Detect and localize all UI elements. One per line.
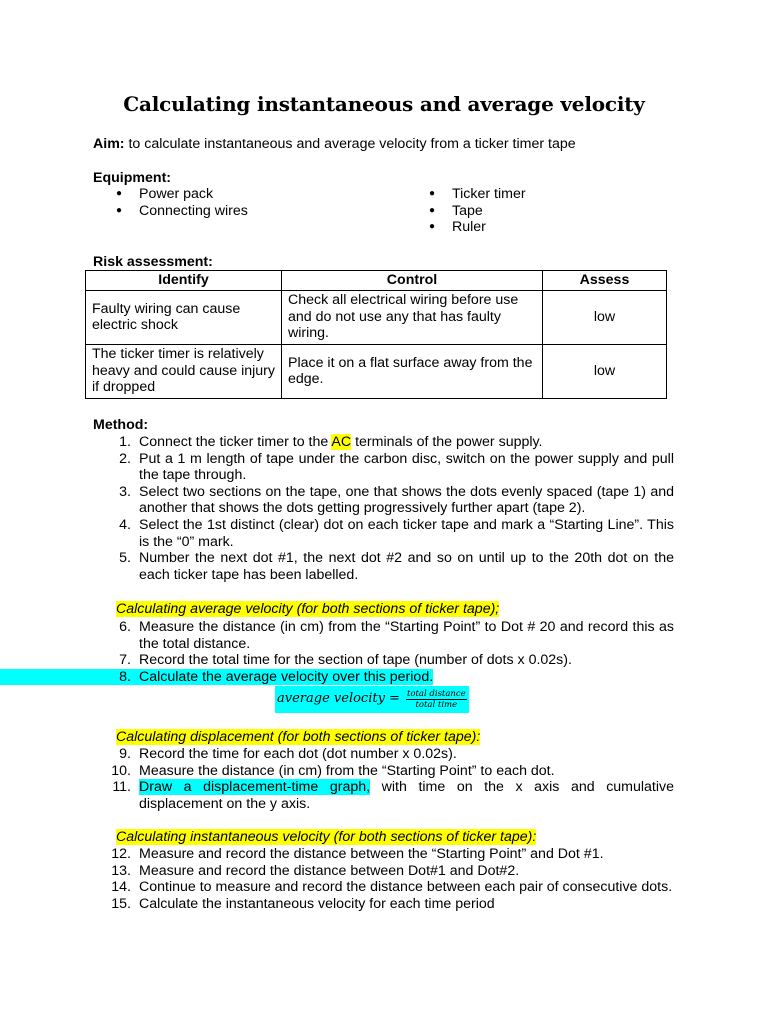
list-item: 5. Number the next dot #1, the next dot #2 and so on until up to the 20th dot on the each ticker tape has been labelled. — [119, 550, 674, 583]
list-item: 7. Record the total time for the section of tape (number of dots x 0.02s). — [119, 652, 572, 669]
list-item: 10. Measure the distance (in cm) from the “Starting Point” to each dot. — [111, 762, 555, 779]
highlight-ac: AC — [331, 434, 352, 450]
method-steps-instantaneous — [0, 846, 674, 912]
average-velocity-formula: average velocity = $\frac{\text{total distance}}{\text{total time}}$ — [275, 686, 469, 713]
list-item: 14. Continue to measure and record the distance between each pair of consecutive dots. — [111, 879, 673, 896]
aim-line — [93, 136, 576, 153]
cell-identify: The ticker timer is relatively heavy and could cause injury if dropped — [86, 344, 282, 398]
list-item: 12. Measure and record the distance between the “Starting Point” and Dot #1. — [111, 846, 604, 862]
method-steps-setup — [0, 434, 674, 583]
header-identify: Identify — [86, 271, 282, 291]
aim-text: to calculate instantaneous and average velocity from a ticker timer tape — [124, 136, 576, 152]
list-item: ● Ticker timer — [429, 186, 526, 203]
list-item: ● Tape — [429, 203, 526, 220]
cell-assess: low — [543, 344, 667, 398]
risk-table — [85, 270, 667, 399]
method-steps-displacement — [0, 746, 674, 812]
list-item: 6. Measure the distance (in cm) from the “Starting Point” to Dot # 20 and record this as the total distance. — [119, 619, 674, 652]
header-assess: Assess — [543, 271, 667, 291]
table-header-row — [86, 271, 667, 291]
list-item: 1. Connect the ticker timer to the AC terminals of the power supply. — [119, 434, 543, 450]
subheading-displacement: Calculating displacement (for both sections of ticker tape): — [116, 729, 481, 745]
table-row — [86, 290, 667, 344]
equipment-list-right — [429, 186, 526, 236]
list-item: 8. Calculate the average velocity over this period. — [0, 669, 674, 686]
method-steps-average — [0, 619, 674, 685]
list-item: 4. Select the 1st distinct (clear) dot on each ticker tape and mark a “Starting Line”. This is the “0” mark. — [119, 516, 674, 550]
equipment-list-left — [116, 186, 248, 219]
list-item: 13. Measure and record the distance between Dot#1 and Dot#2. — [111, 862, 520, 879]
subheading-average-velocity: Calculating average velocity (for both sections of ticker tape); — [116, 601, 500, 617]
cell-control: Check all electrical wiring before use and do not use any that has faulty wiring. — [282, 290, 543, 344]
aim-label: Aim: — [93, 136, 125, 152]
subheading-instantaneous-velocity: Calculating instantaneous velocity (for both sections of ticker tape): — [116, 829, 537, 845]
page-title: Calculating instantaneous and average velocity — [123, 92, 645, 116]
cell-control: Place it on a flat surface away from the edge. — [282, 344, 543, 398]
table-row — [86, 344, 667, 398]
header-control: Control — [282, 271, 543, 291]
risk-assessment-label: Risk assessment: — [93, 254, 213, 270]
cell-identify: Faulty wiring can cause electric shock — [86, 290, 282, 344]
equipment-label: Equipment: — [93, 170, 172, 186]
method-label: Method: — [93, 417, 149, 433]
list-item: ● Power pack — [116, 186, 248, 203]
list-item: ● Connecting wires — [116, 203, 248, 220]
list-item: 3. Select two sections on the tape, one that shows the dots evenly spaced (tape 1) and another that shows the dots getting progressively further apart (tape 2). — [119, 483, 674, 517]
highlight-graph: Draw a displacement-time graph, — [139, 779, 371, 796]
list-item: 11. Draw a displacement-time graph, with time on the x axis and cumulative displacement on the y axis. — [112, 779, 675, 812]
list-item: ● Ruler — [429, 219, 526, 236]
list-item: 2. Put a 1 m length of tape under the carbon disc, switch on the power supply and pull the tape through. — [119, 450, 674, 484]
cell-assess: low — [543, 290, 667, 344]
list-item: 15. Calculate the instantaneous velocity for each time period — [111, 895, 495, 912]
list-item: 9. Record the time for each dot (dot number x 0.02s). — [119, 746, 457, 762]
